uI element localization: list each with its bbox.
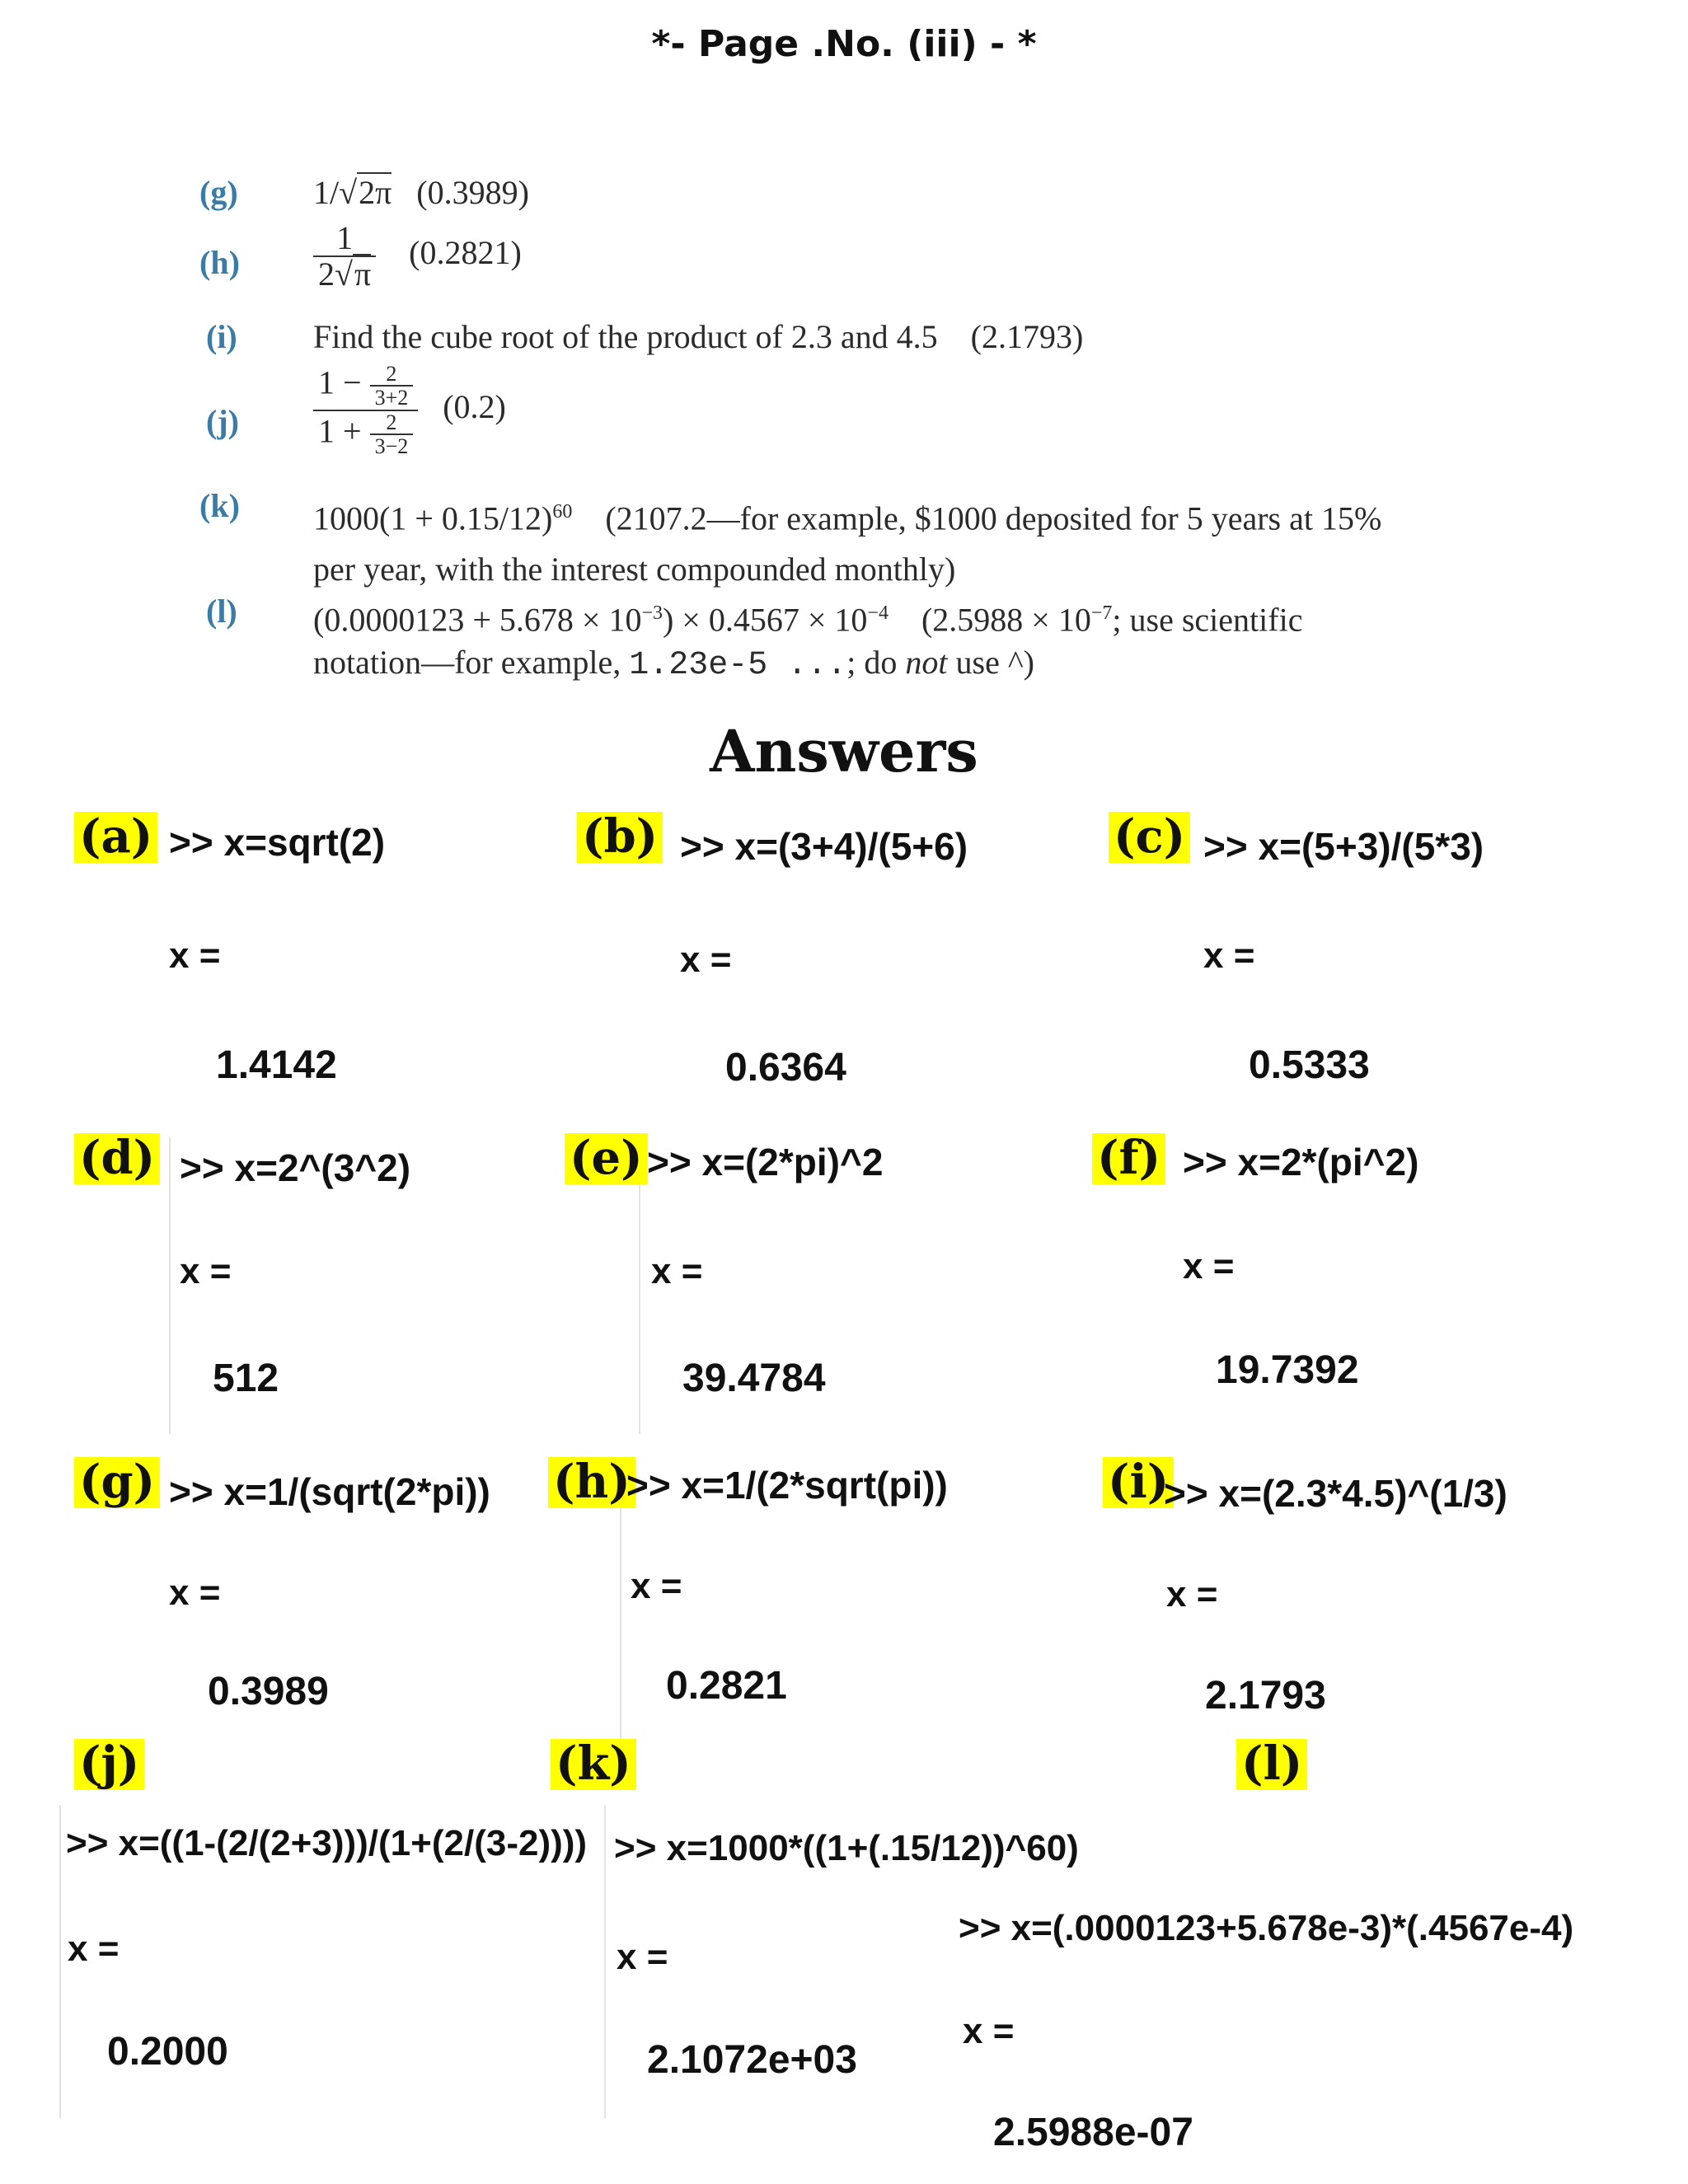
- answer-g-command: >> x=1/(sqrt(2*pi)): [169, 1470, 490, 1513]
- page-header: *- Page .No. (iii) - *: [651, 23, 1037, 65]
- answer-label-f: (f): [1092, 1133, 1165, 1184]
- problem-j-answer: (0.2): [443, 387, 506, 425]
- answer-k-x-label: x =: [617, 1937, 668, 1977]
- problem-label-g: (g): [199, 174, 238, 211]
- answer-f-x-label: x =: [1183, 1246, 1235, 1286]
- answer-label-k: (k): [551, 1739, 636, 1790]
- answer-h-command: >> x=1/(2*sqrt(pi)): [626, 1464, 948, 1507]
- answer-f-command: >> x=2*(pi^2): [1183, 1141, 1419, 1183]
- answer-label-b: (b): [577, 812, 663, 863]
- answer-label-i: (i): [1103, 1457, 1174, 1508]
- problem-l-exp-a: −3: [641, 602, 663, 624]
- problem-l-exp-b: −4: [867, 602, 889, 624]
- answer-label-h: (h): [548, 1457, 635, 1508]
- answer-label-a: (a): [74, 812, 157, 863]
- problem-l-line2-c: use ^): [947, 644, 1034, 682]
- column-divider: [169, 1137, 171, 1434]
- column-divider: [639, 1141, 640, 1434]
- problem-j-expression: 1 − $\frac{2}{3+2}$ 1 + $\frac{2}{3-2}$ (0.2): [313, 363, 506, 457]
- problem-l-line2-b: ; do: [846, 644, 906, 682]
- answer-i-x-label: x =: [1166, 1574, 1218, 1615]
- answer-j-result: 0.2000: [107, 2030, 228, 2074]
- answer-l-command: >> x=(.0000123+5.678e-3)*(.4567e-4): [959, 1908, 1574, 1948]
- problem-label-j: (j): [206, 403, 239, 440]
- answer-a-x-label: x =: [169, 935, 221, 976]
- problem-l-text: [313, 592, 1302, 687]
- answer-label-g: (g): [74, 1457, 160, 1508]
- problem-label-h: (h): [199, 244, 240, 281]
- problem-l-line2-a: notation—for example,: [313, 644, 630, 682]
- problem-l-ans-exp: −7: [1090, 602, 1113, 624]
- problem-label-i: (i): [206, 318, 237, 355]
- problem-label-k: (k): [199, 487, 240, 524]
- answer-label-j: (j): [74, 1739, 144, 1790]
- answer-k-result: 2.1072e+03: [647, 2038, 857, 2082]
- problem-label-l: (l): [206, 593, 237, 630]
- problem-l-expr-a: (0.0000123 + 5.678 × 10: [313, 601, 642, 639]
- answer-h-x-label: x =: [631, 1566, 682, 1606]
- answer-a-command: >> x=sqrt(2): [169, 821, 386, 864]
- answer-label-l: (l): [1236, 1739, 1307, 1790]
- answer-c-result: 0.5333: [1249, 1043, 1370, 1087]
- answer-label-d: (d): [74, 1133, 160, 1184]
- answer-c-x-label: x =: [1203, 935, 1255, 976]
- problem-l-ans-a: (2.5988 × 10: [921, 601, 1091, 639]
- problem-k-answer-line2: per year, with the interest compounded monthly): [313, 551, 956, 588]
- answer-j-command: >> x=((1-(2/(2+3)))/(1+(2/(3-2)))): [66, 1823, 588, 1863]
- column-divider: [59, 1805, 61, 2118]
- answer-l-result: 2.5988e-07: [993, 2111, 1193, 2154]
- problem-l-ans-b: ; use scientific: [1112, 601, 1303, 639]
- answer-d-x-label: x =: [180, 1251, 232, 1291]
- problem-l-code: 1.23e-5 ...: [629, 647, 847, 685]
- problem-i-text: [313, 317, 1083, 356]
- problem-i-answer: (2.1793): [970, 318, 1084, 355]
- answer-l-x-label: x =: [963, 2011, 1015, 2051]
- answer-c-command: >> x=(5+3)/(5*3): [1203, 825, 1484, 868]
- problem-k-expr: 1000(1 + 0.15/12): [313, 499, 553, 537]
- answer-d-result: 512: [213, 1357, 279, 1400]
- answer-b-result: 0.6364: [725, 1046, 846, 1090]
- problem-k-text: [313, 486, 1381, 595]
- answer-e-result: 39.4784: [682, 1357, 826, 1400]
- answer-k-command: >> x=1000*((1+(.15/12))^60): [614, 1828, 1079, 1868]
- answer-f-result: 19.7392: [1216, 1348, 1359, 1392]
- answer-e-x-label: x =: [651, 1251, 703, 1291]
- answer-h-result: 0.2821: [666, 1664, 787, 1708]
- answer-a-result: 1.4142: [216, 1043, 337, 1087]
- answer-i-command: >> x=(2.3*4.5)^(1/3): [1164, 1472, 1507, 1515]
- problem-l-expr-b: ) × 0.4567 × 10: [662, 601, 868, 639]
- answer-label-c: (c): [1109, 812, 1190, 863]
- problem-g-answer: (0.3989): [416, 174, 529, 211]
- answer-g-result: 0.3989: [208, 1670, 329, 1713]
- answer-j-x-label: x =: [68, 1929, 120, 1969]
- problem-k-answer-line1: (2107.2—for example, $1000 deposited for 5 years at 15%: [605, 499, 1382, 537]
- answer-d-command: >> x=2^(3^2): [180, 1146, 411, 1189]
- problem-i-question: Find the cube root of the product of 2.3 and 4.5: [313, 318, 938, 355]
- answer-g-x-label: x =: [169, 1572, 221, 1613]
- answer-e-command: >> x=(2*pi)^2: [647, 1141, 884, 1183]
- problem-h-answer: (0.2821): [409, 234, 522, 272]
- problem-k-exponent: 60: [552, 501, 573, 523]
- answers-title: Answers: [710, 717, 978, 785]
- problem-g-expression: 1/√2π (0.3989): [313, 174, 529, 211]
- column-divider: [604, 1805, 606, 2118]
- answer-i-result: 2.1793: [1205, 1674, 1326, 1718]
- problem-l-not: not: [905, 644, 948, 682]
- problem-h-expression: $\frac{1}{2√\pi}$ (0.2821): [313, 221, 522, 292]
- answer-b-x-label: x =: [680, 940, 732, 980]
- answer-b-command: >> x=(3+4)/(5+6): [680, 825, 968, 868]
- answer-label-e: (e): [565, 1133, 648, 1184]
